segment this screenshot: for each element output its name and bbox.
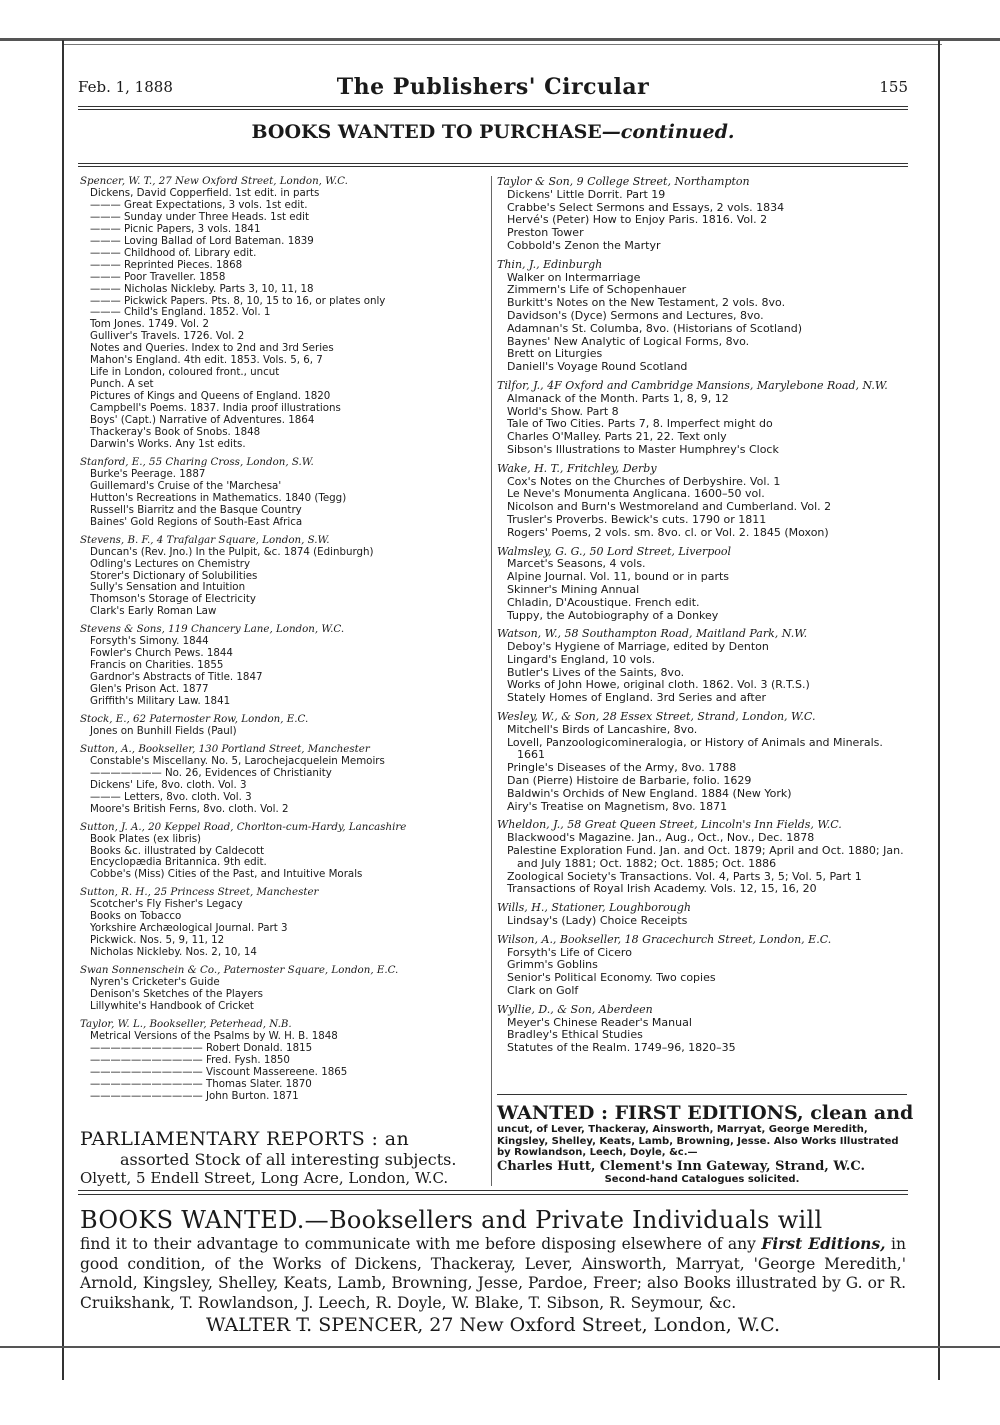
wanted-item: Zimmern's Life of Schopenhauer	[507, 283, 687, 297]
advertiser-entry	[80, 965, 488, 1013]
wanted-item: Baynes' New Analytic of Logical Forms, 8vo.	[507, 334, 750, 348]
wanted-item: Rogers' Poems, 2 vols. sm. 8vo. cl. or Vol. 2. 1845 (Moxon)	[507, 525, 829, 539]
wanted-item: Griffith's Military Law. 1841	[90, 695, 231, 708]
wanted-item: Life in London, coloured front., uncut	[90, 366, 280, 379]
advertiser-entry	[497, 546, 907, 623]
first-editions-ad	[497, 1102, 914, 1185]
wanted-item: Thomson's Storage of Electricity	[90, 593, 256, 606]
wanted-item: Dan (Pierre) Histoire de Barbarie, folio. 1629	[507, 774, 752, 788]
wanted-item: Thackeray's Book of Snobs. 1848	[90, 426, 261, 439]
wanted-item: Tom Jones. 1749. Vol. 2	[90, 318, 209, 331]
advertiser-heading: Stanford, E., 55 Charing Cross, London, S.W.	[80, 455, 314, 468]
advertiser-entry	[80, 624, 488, 708]
wanted-item: Boys' (Capt.) Narrative of Adventures. 1864	[90, 414, 315, 427]
advertiser-entry	[80, 176, 488, 451]
wanted-item: Davidson's (Dyce) Sermons and Lectures, 8vo.	[507, 308, 764, 322]
advertiser-heading: Sutton, J. A., 20 Keppel Road, Chorlton-cum-Hardy, Lancashire	[80, 820, 407, 833]
wanted-item: Le Neve's Monumenta Anglicana. 1600–50 vol.	[507, 487, 765, 501]
wanted-item: Transactions of Royal Irish Academy. Vols. 12, 15, 16, 20	[507, 882, 817, 896]
parl-ad-line1: PARLIAMENTARY REPORTS : an	[80, 1128, 410, 1150]
advertiser-heading: Stevens & Sons, 119 Chancery Lane, London, W.C.	[80, 623, 345, 636]
column-divider	[491, 176, 492, 1186]
wanted-item: Nicolson and Burn's Westmoreland and Cumberland. Vol. 2	[507, 500, 832, 514]
advertiser-entry	[80, 535, 488, 619]
wanted-item: Cobbe's (Miss) Cities of the Past, and Intuitive Morals	[90, 868, 363, 881]
advertiser-heading: Wheldon, J., 58 Great Queen Street, Lincoln's Inn Fields, W.C.	[497, 818, 842, 832]
wanted-item: ——————————— Robert Donald. 1815	[90, 1041, 313, 1054]
wanted-item: Duncan's (Rev. Jno.) In the Pulpit, &c. 1874 (Edinburgh)	[90, 545, 374, 558]
wanted-item: ——— Poor Traveller. 1858	[90, 270, 226, 283]
advertiser-heading: Walmsley, G. G., 50 Lord Street, Liverpool	[497, 544, 732, 558]
advertiser-heading: Swan Sonnenschein & Co., Paternoster Square, London, E.C.	[80, 964, 399, 977]
wanted-item: Books on Tobacco	[90, 910, 182, 923]
wanted-item: Yorkshire Archæological Journal. Part 3	[90, 922, 288, 935]
wanted-item: Pickwick. Nos. 5, 9, 11, 12	[90, 934, 225, 947]
wanted-item: Gardnor's Abstracts of Title. 1847	[90, 671, 263, 684]
wanted-item: Lindsay's (Lady) Choice Receipts	[507, 914, 688, 928]
wanted-item: Blackwood's Magazine. Jan., Aug., Oct., Nov., Dec. 1878	[507, 831, 815, 845]
wanted-item: Encyclopædia Britannica. 9th edit.	[90, 856, 267, 869]
section-rule-2	[78, 166, 908, 167]
wanted-item: Almanack of the Month. Parts 1, 8, 9, 12	[507, 391, 729, 405]
wanted-item: Brett on Liturgies	[507, 347, 603, 361]
wanted-item: Nyren's Cricketer's Guide	[90, 976, 220, 989]
wanted-item: Preston Tower	[507, 226, 584, 240]
header-rule	[78, 106, 908, 107]
wanted-item: Guillemard's Cruise of the 'Marchesa'	[90, 479, 282, 492]
publication-title: The Publishers' Circular	[336, 74, 650, 100]
advertiser-heading: Wesley, W., & Son, 28 Essex Street, Strand, London, W.C.	[497, 710, 816, 724]
left-column	[80, 176, 488, 1109]
advertiser-entry	[80, 714, 488, 738]
first-editions-catalogues: Second-hand Catalogues solicited.	[604, 1173, 800, 1185]
advertiser-entry	[80, 887, 488, 959]
top-border	[0, 38, 1000, 41]
wanted-item: Dickens' Life, 8vo. cloth. Vol. 3	[90, 778, 247, 791]
wanted-item: Clark on Golf	[507, 984, 579, 998]
wanted-item: ——————————— Thomas Slater. 1870	[90, 1077, 312, 1090]
first-editions-rule	[497, 1094, 907, 1095]
advertiser-entry	[80, 1019, 488, 1103]
advertiser-entry	[497, 176, 907, 253]
wanted-item: Statutes of the Realm. 1749–96, 1820–35	[507, 1041, 736, 1055]
wanted-item: ——— Childhood of. Library edit.	[90, 246, 257, 259]
wanted-item: Charles O'Malley. Parts 21, 22. Text only	[507, 430, 727, 444]
wanted-item: Hutton's Recreations in Mathematics. 1840 (Tegg)	[90, 491, 347, 504]
wanted-item: Tuppy, the Autobiography of a Donkey	[507, 608, 719, 622]
advertiser-entry	[80, 744, 488, 816]
wanted-item: Darwin's Works. Any 1st edits.	[90, 437, 246, 450]
wanted-item: ——— Loving Ballad of Lord Bateman. 1839	[90, 234, 314, 247]
wanted-item: Clark's Early Roman Law	[90, 605, 217, 618]
advertiser-heading: Sutton, R. H., 25 Princess Street, Manchester	[80, 886, 319, 899]
advertiser-entry	[497, 259, 907, 374]
advertiser-heading: Thin, J., Edinburgh	[497, 257, 603, 271]
advertiser-entry	[497, 1004, 907, 1055]
wanted-item: Baldwin's Orchids of New England. 1884 (New York)	[507, 786, 792, 800]
books-wanted-body	[80, 1234, 906, 1313]
advertiser-entry	[497, 902, 907, 928]
wanted-item: Alpine Journal. Vol. 11, bound or in parts	[507, 570, 730, 584]
wanted-item: Meyer's Chinese Reader's Manual	[507, 1015, 692, 1029]
right-column	[497, 176, 907, 1061]
wanted-item: ——————— No. 26, Evidences of Christianity	[90, 766, 332, 779]
wanted-item: Trusler's Proverbs. Bewick's cuts. 1790 or 1811	[507, 512, 767, 526]
first-editions-address: Charles Hutt, Clement's Inn Gateway, Strand, W.C.	[497, 1158, 866, 1174]
wanted-item: ——— Letters, 8vo. cloth. Vol. 3	[90, 790, 252, 803]
wanted-item: Books &c. illustrated by Caldecott	[90, 844, 265, 857]
wanted-item: Bradley's Ethical Studies	[507, 1028, 643, 1042]
wanted-item: Book Plates (ex libris)	[90, 832, 202, 845]
advertiser-heading: Taylor & Son, 9 College Street, Northampton	[497, 175, 750, 188]
section-heading	[78, 121, 908, 143]
advertiser-entry	[497, 463, 907, 540]
wanted-item: Adamnan's St. Columba, 8vo. (Historians of Scotland)	[507, 321, 803, 335]
books-wanted-headline: BOOKS WANTED.—Booksellers and Private Individuals will	[80, 1206, 823, 1234]
wanted-item: Sully's Sensation and Intuition	[90, 581, 246, 594]
wanted-item: Airy's Treatise on Magnetism, 8vo. 1871	[507, 799, 728, 813]
bottom-ad-rule-2	[78, 1194, 908, 1195]
books-wanted-ad	[80, 1206, 906, 1336]
wanted-item: Daniell's Voyage Round Scotland	[507, 360, 688, 374]
wanted-item: Punch. A set	[90, 378, 154, 391]
advertiser-entry	[497, 380, 907, 457]
advertiser-entry	[80, 457, 488, 529]
wanted-item: Notes and Queries. Index to 2nd and 3rd Series	[90, 342, 334, 355]
wanted-item: Chladin, D'Acoustique. French edit.	[507, 595, 700, 609]
page-number: 155	[879, 78, 908, 96]
wanted-item: ——— Reprinted Pieces. 1868	[90, 258, 243, 271]
books-wanted-signature: WALTER T. SPENCER, 27 New Oxford Street, London, W.C.	[205, 1314, 781, 1336]
wanted-item: Denison's Sketches of the Players	[90, 988, 263, 1000]
wanted-item: ——— Great Expectations, 3 vols. 1st edit.	[90, 198, 308, 211]
advertiser-entry	[497, 628, 907, 705]
parl-ad-line2: assorted Stock of all interesting subjects.	[120, 1150, 457, 1169]
issue-date: Feb. 1, 1888	[78, 78, 173, 96]
wanted-item: Odling's Lectures on Chemistry	[90, 557, 251, 570]
wanted-item: ——————————— Viscount Massereene. 1865	[90, 1065, 348, 1078]
wanted-item: ——— Pickwick Papers. Pts. 8, 10, 15 to 16, or plates only	[90, 294, 386, 307]
wanted-item: Grimm's Goblins	[507, 958, 598, 972]
bottom-ad-rule	[78, 1190, 908, 1191]
wanted-item: Lillywhite's Handbook of Cricket	[90, 999, 254, 1012]
wanted-item: Francis on Charities. 1855	[90, 659, 224, 672]
bottom-border	[0, 1346, 1000, 1348]
wanted-item: Scotcher's Fly Fisher's Legacy	[90, 898, 243, 911]
wanted-item: Storer's Dictionary of Solubilities	[90, 569, 258, 582]
wanted-item: Russell's Biarritz and the Basque Country	[90, 503, 302, 516]
wanted-item: Lingard's England, 10 vols.	[507, 652, 656, 666]
section-rule	[78, 163, 908, 164]
wanted-item: ——————————— John Burton. 1871	[90, 1089, 299, 1102]
wanted-item: Crabbe's Select Sermons and Essays, 2 vols. 1834	[507, 200, 785, 214]
wanted-item: Mitchell's Birds of Lancashire, 8vo.	[507, 722, 698, 736]
wanted-item: Works of John Howe, original cloth. 1862. Vol. 3 (R.T.S.)	[507, 678, 810, 692]
wanted-item: Pringle's Diseases of the Army, 8vo. 1788	[507, 761, 737, 775]
advertiser-entry	[497, 934, 907, 998]
books-wanted-body-after: in good condition, of the Works of Dickens, Thackeray, Lever, Ainsworth, Marryat, 'George Meredith,' Arnold, Kingsley, Shelley, Keats, Lamb, Browning, Jesse, Pardoe, Freer; also Books illustrated by G. or R. Cruikshank, T. Rowlandson, J. Leech, R. Doyle, W. Blake, T. Sibson, R. Seymour, &c.	[80, 1235, 906, 1312]
advertiser-heading: Wills, H., Stationer, Loughborough	[497, 901, 691, 915]
wanted-item: Marcet's Seasons, 4 vols.	[507, 557, 646, 571]
wanted-item: Metrical Versions of the Psalms by W. H. B. 1848	[90, 1029, 338, 1042]
page-header	[78, 74, 908, 104]
wanted-item: Walker on Intermarriage	[507, 270, 641, 284]
wanted-item: Constable's Miscellany. No. 5, Larochejacquelein Memoirs	[90, 754, 385, 767]
wanted-item: ——————————— Fred. Fysh. 1850	[90, 1053, 290, 1066]
wanted-item: Nicholas Nickleby. Nos. 2, 10, 14	[90, 946, 257, 959]
wanted-item: Burkitt's Notes on the New Testament, 2 vols. 8vo.	[507, 296, 786, 310]
books-wanted-emphasis: First Editions,	[761, 1234, 886, 1253]
advertiser-heading: Taylor, W. L., Bookseller, Peterhead, N.B.	[80, 1017, 292, 1030]
wanted-item: Zoological Society's Transactions. Vol. 4, Parts 3, 5; Vol. 5, Part 1	[507, 869, 862, 883]
section-continued: —continued.	[601, 121, 735, 143]
first-editions-headline: WANTED : FIRST EDITIONS, clean and	[497, 1102, 914, 1124]
wanted-item: Mahon's England. 4th edit. 1853. Vols. 5, 6, 7	[90, 354, 323, 367]
left-margin-rule	[62, 40, 64, 1380]
wanted-item: Jones on Bunhill Fields (Paul)	[90, 724, 237, 737]
wanted-item: Fowler's Church Pews. 1844	[90, 647, 233, 660]
wanted-item: Deboy's Hygiene of Marriage, edited by Denton	[507, 640, 769, 654]
wanted-item: Cobbold's Zenon the Martyr	[507, 238, 661, 252]
wanted-item: Lovell, Panzoologicomineralogia, or History of Animals and Minerals. 1661	[507, 735, 883, 762]
section-title-text: BOOKS WANTED TO PURCHASE	[251, 121, 602, 143]
wanted-item: Baines' Gold Regions of South-East Africa	[90, 515, 303, 528]
wanted-item: Skinner's Mining Annual	[507, 582, 640, 596]
wanted-item: Campbell's Poems. 1837. India proof illustrations	[90, 402, 341, 415]
advertiser-heading: Tilfor, J., 4F Oxford and Cambridge Mansions, Marylebone Road, N.W.	[497, 378, 888, 392]
advertiser-entry	[497, 711, 907, 813]
advertiser-heading: Spencer, W. T., 27 New Oxford Street, London, W.C.	[80, 175, 348, 187]
wanted-item: Burke's Peerage. 1887	[90, 467, 206, 480]
wanted-item: Dickens' Little Dorrit. Part 19	[507, 187, 666, 201]
advertiser-heading: Wyllie, D., & Son, Aberdeen	[497, 1002, 653, 1016]
header-rule-2	[78, 109, 908, 110]
wanted-item: ——— Sunday under Three Heads. 1st edit	[90, 210, 309, 223]
wanted-item: Cox's Notes on the Churches of Derbyshire. Vol. 1	[507, 474, 781, 488]
advertiser-entry	[80, 822, 488, 882]
wanted-item: Hervé's (Peter) How to Enjoy Paris. 1816. Vol. 2	[507, 213, 768, 227]
parliamentary-reports-ad	[80, 1128, 488, 1187]
top-border-thin	[62, 44, 942, 45]
advertiser-heading: Stock, E., 62 Paternoster Row, London, E.C.	[80, 712, 309, 725]
wanted-item: Tale of Two Cities. Parts 7, 8. Imperfect might do	[507, 417, 773, 431]
advertiser-entry	[497, 819, 907, 896]
wanted-item: Dickens, David Copperfield. 1st edit. in parts	[90, 186, 320, 199]
wanted-item: Palestine Exploration Fund. Jan. and Oct. 1879; April and Oct. 1880; Jan. and July 1881; Oct. 1882; Oct. 1885; Oct. 1886	[507, 844, 904, 870]
wanted-item: Moore's British Ferns, 8vo. cloth. Vol. 2	[90, 802, 289, 815]
wanted-item: ——— Nicholas Nickleby. Parts 3, 10, 11, 18	[90, 282, 314, 295]
wanted-item: Forsyth's Simony. 1844	[90, 635, 209, 648]
wanted-item: ——— Child's England. 1852. Vol. 1	[90, 306, 271, 319]
books-wanted-body-before: find it to their advantage to communicate with me before disposing elsewhere of any	[80, 1235, 756, 1253]
wanted-item: Glen's Prison Act. 1877	[90, 683, 209, 696]
advertiser-heading: Sutton, A., Bookseller, 130 Portland Street, Manchester	[80, 742, 370, 755]
wanted-item: Senior's Political Economy. Two copies	[507, 971, 716, 985]
advertiser-heading: Wilson, A., Bookseller, 18 Gracechurch Street, London, E.C.	[497, 932, 832, 946]
advertiser-heading: Stevens, B. F., 4 Trafalgar Square, London, S.W.	[80, 533, 330, 546]
wanted-item: Butler's Lives of the Saints, 8vo.	[507, 665, 685, 679]
advertiser-heading: Wake, H. T., Fritchley, Derby	[497, 461, 657, 475]
wanted-item: Stately Homes of England. 3rd Series and after	[507, 691, 766, 705]
advertiser-heading: Watson, W., 58 Southampton Road, Maitland Park, N.W.	[497, 627, 808, 641]
right-margin-rule	[938, 40, 940, 1380]
wanted-item: World's Show. Part 8	[507, 404, 619, 418]
wanted-item: Sibson's Illustrations to Master Humphrey's Clock	[507, 442, 779, 456]
first-editions-body: uncut, of Lever, Thackeray, Ainsworth, Marryat, George Meredith, Kingsley, Shelley, Keats, Lamb, Browning, Jesse. Also Works Illustrated by Rowlandson, Leech, Doyle, &c.—	[497, 1124, 899, 1158]
wanted-item: Gulliver's Travels. 1726. Vol. 2	[90, 330, 245, 343]
wanted-item: Forsyth's Life of Cicero	[507, 945, 632, 959]
parl-ad-line3: Olyett, 5 Endell Street, Long Acre, London, W.C.	[80, 1169, 449, 1187]
wanted-item: ——— Picnic Papers, 3 vols. 1841	[90, 222, 261, 235]
wanted-item: Pictures of Kings and Queens of England. 1820	[90, 390, 331, 403]
